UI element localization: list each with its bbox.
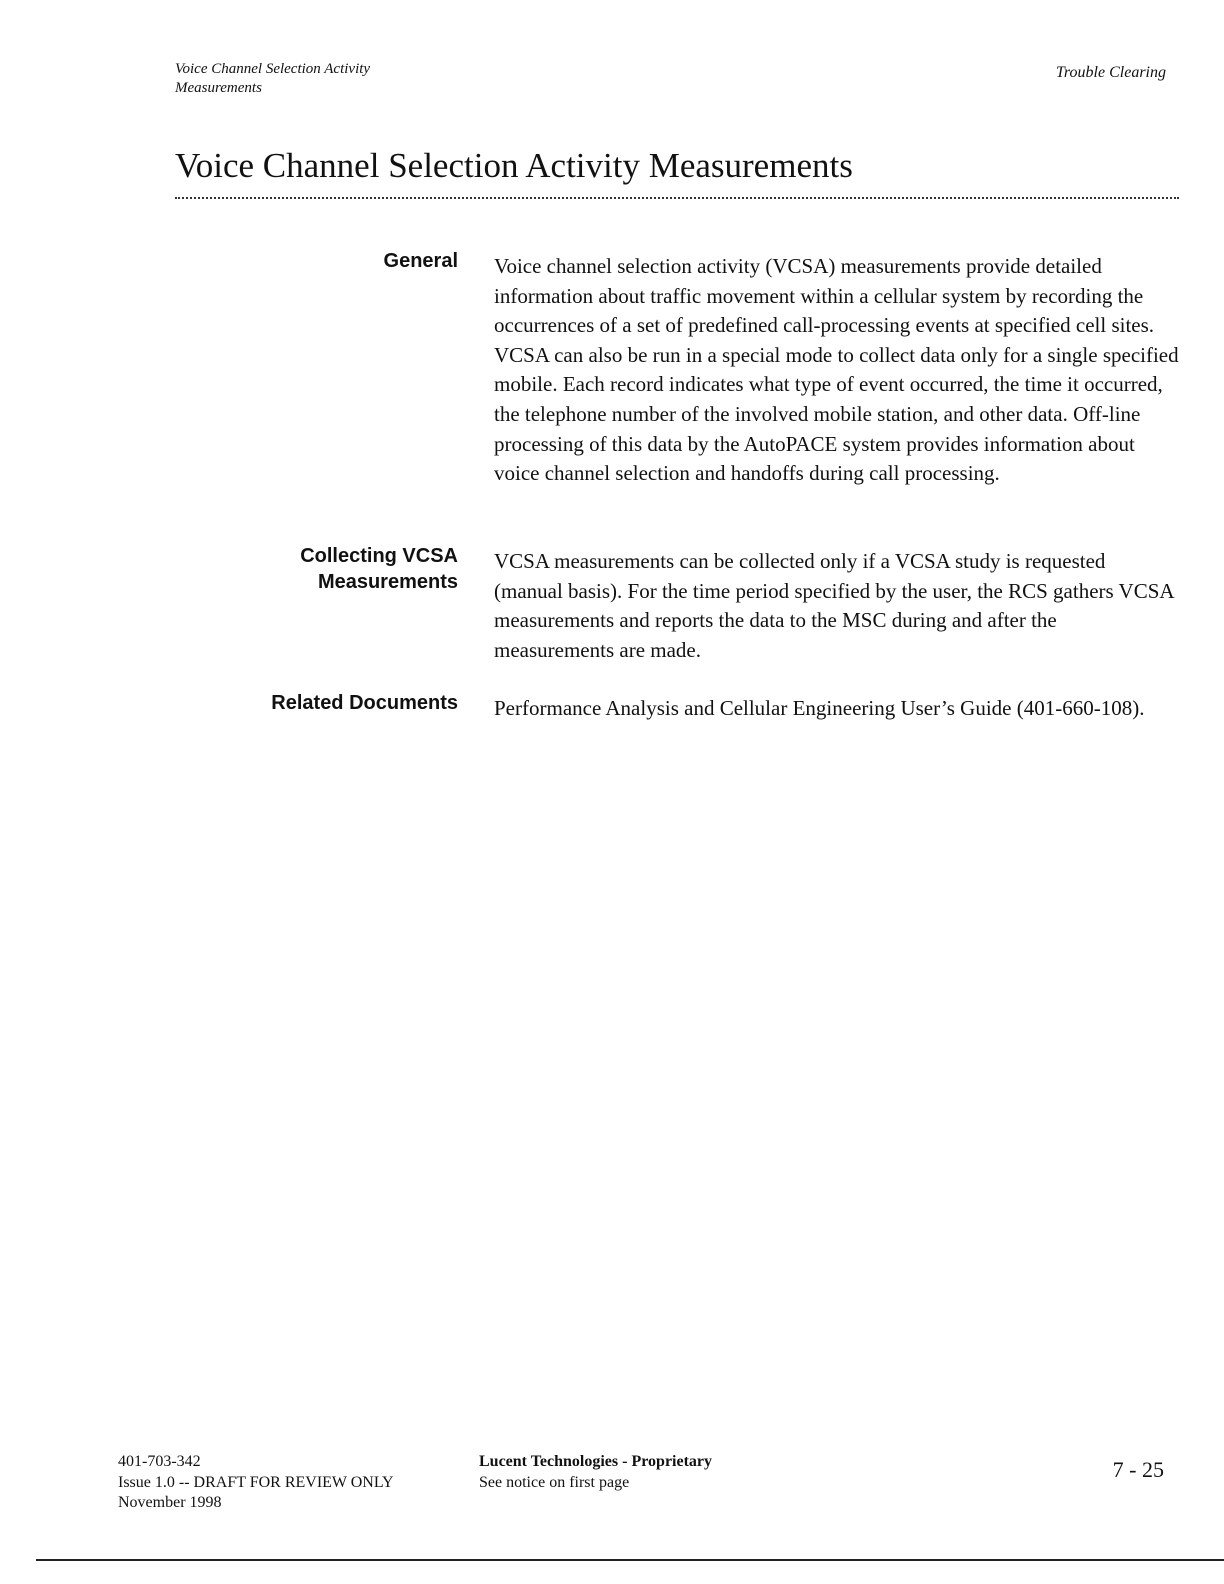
footer-company: Lucent Technologies - Proprietary [479, 1453, 713, 1470]
running-header-left-line1: Voice Channel Selection Activity [175, 61, 371, 77]
section-label-line: Collecting VCSA [300, 545, 458, 567]
running-header-left [175, 60, 370, 98]
footer-doc-number: 401-703-342 [118, 1453, 201, 1470]
section-label-general [384, 248, 458, 274]
section-body-general: Voice channel selection activity (VCSA) measurements provide detailed information about traffic movement within a cellular system by recording the occurrences of a set of predefined call-processing events at specified cell sites. VCSA can also be run in a special mode to collect data only for a single specified mobile. Each record indicates what type of event occurred, the time it occurred, the telephone number of the involved mobile station, and other data. Off-line processing of this data by the AutoPACE system provides information about voice channel selection and handoffs during call processing. [494, 254, 1179, 486]
section-label-collecting-vcsa [300, 543, 458, 595]
section-body-related-documents: Performance Analysis and Cellular Engineering User’s Guide (401-660-108). [494, 696, 1145, 720]
running-header-right: Trouble Clearing [1055, 64, 1166, 81]
title-divider [175, 197, 1179, 199]
footer-issue: Issue 1.0 -- DRAFT FOR REVIEW ONLY [118, 1473, 394, 1491]
section-label-line: Related Documents [271, 692, 458, 714]
section-label-related-documents [271, 690, 458, 716]
running-header-left-line2: Measurements [175, 80, 262, 96]
section-label-line: Measurements [317, 571, 458, 593]
section-label-line: General [383, 250, 458, 272]
section-body-collecting-vcsa: VCSA measurements can be collected only if a VCSA study is requested (manual basis). For the time period specified by the user, the RCS gathers VCSA measurements and reports the data to the MSC during and after the measurements are made. [494, 549, 1174, 662]
footer-center [479, 1452, 712, 1493]
footer-divider [36, 1559, 1224, 1561]
page-title: Voice Channel Selection Activity Measurements [175, 146, 853, 185]
footer-left [118, 1452, 394, 1514]
page-number: 7 - 25 [1112, 1457, 1164, 1482]
footer-notice: See notice on first page [479, 1473, 630, 1491]
footer-date: November 1998 [118, 1494, 222, 1511]
